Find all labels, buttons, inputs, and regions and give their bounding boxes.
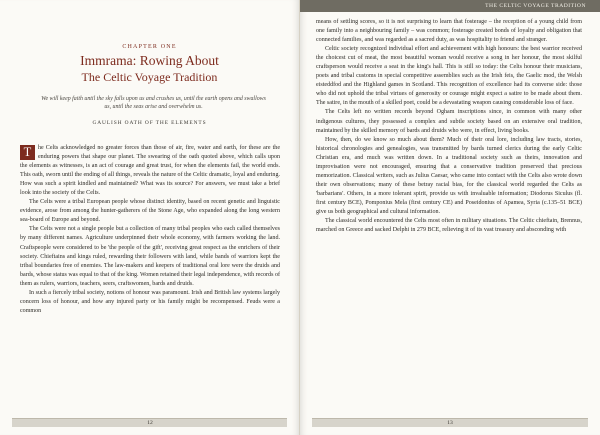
- paragraph: [20, 144, 280, 198]
- page-number: 12: [147, 420, 153, 426]
- running-head: THE CELTIC VOYAGE TRADITION: [485, 3, 586, 9]
- right-body-text: [316, 18, 582, 235]
- running-head-band: [300, 0, 600, 12]
- chapter-subtitle: The Celtic Voyage Tradition: [81, 70, 218, 84]
- paragraph: In such a fiercely tribal society, notions of honour was paramount. Irish and British law systems largely concern loss of honour, and how any injured party or his family might be recompensed. Feuds were a common: [20, 289, 280, 314]
- drop-cap: T: [20, 145, 35, 160]
- paragraph: means of settling scores, so it is not surprising to learn that fosterage – the reception of a young child from one family into a neighbouring family – was common; fosterage created bonds of loyalty and obligation that connected families, and was regarded as a sacred duty, as was hospitality to friend and stranger.: [316, 19, 582, 44]
- paragraph: The classical world encountered the Celts most often in military situations. The Celtic chieftain, Brennus, marched on Greece and sacked Delphi in 279 BCE, relieving it of its vast treasury and absconding with: [316, 218, 582, 234]
- epigraph-attribution: GAULISH OATH OF THE ELEMENTS: [92, 120, 207, 126]
- paragraph: The Celts were a tribal European people whose distinct identity, based on recent genetic and linguistic evidence, arose from among the hunter-gatherers of the Stone Age, who expanded along the long western sea-board of Europe and beyond.: [20, 199, 280, 224]
- paragraph: Celtic society recognized individual effort and achievement with high honours: the best warrior received the choicest cut of meat, the most beautiful woman would receive a song in her honour, the most skilful craftsperson would receive a seat in the king's hall. This is still so today: the Celts honour their musicians, poets and tribal customs in special competitive assemblies such as the Irish feis, the Gaelic mod, the Welsh eisteddfod and the Highland games in Scotland. This recognition of excellence had its converse side: those who did not uphold the tribal virtues of generosity or courage might expect a satire to be made about them. The satire, in the mouth of a skilled poet, could be a devastating weapon causing considerable loss of face.: [316, 46, 582, 107]
- paragraph: The Celts were not a single people but a collection of many tribal peoples who each called themselves by many different names. Agriculture underpinned their whole economy, with farmers working the land. Craftspeople were considered to be 'the people of the gift', receiving great respect as the enrichers of their society. Chieftains and kings ruled, rewarding their followers with land, while bands of warriors kept the tribal boundaries free of enemies. The law-makers and keepers of traditional oral lore were the druids and bards, whose status was equal to that of the king. Women retained their legal independence, with records of them as rulers, warriors, teachers, seers, craftswomen, bards and druids.: [20, 226, 280, 287]
- paragraph-text: he Celts acknowledged no greater forces than those of air, fire, water and earth, for these are the enduring powers that shape our planet. The swearing of the oath quoted above, which calls upon the elements as witnesses, is an act of courage and great trust, for when the elements fail, the world ends. This oath, sworn until the ending of all things, reveals the nature of the Celtic dramatic, loyal and enduring. How was such a spirit kindled and maintained? What was its source? For answers, we must take a brief look into the society of the Celts.: [20, 145, 280, 197]
- chapter-label: CHAPTER ONE: [122, 44, 177, 50]
- paragraph: The Celts left no written records beyond Ogham inscriptions since, in common with many other indigenous cultures, they possessed a complex and subtle society based on an extensive oral tradition, maintained by the skilled memory of bards and druids who were, in effect, living books.: [316, 109, 582, 134]
- epigraph: We will keep faith until the sky falls upon us and crushes us, until the earth opens and swallows us, until the seas arise and overwhelm us.: [41, 96, 266, 111]
- paragraph: How, then, do we know so much about them? Much of their oral lore, including law tracts, stories, historical chronologies and genealogies, was transmitted by bards turned clerics during the early Celtic Christian era, and much was written down. In a traditional society such as theirs, innovation and improvisation were not encouraged, ensuring that a conservative tradition preserved that precious memorization. Classical writers, such as Julius Caesar, who came into contact with the Celts also wrote down their own observations; many of these betray racial bias, for the classical world regarded the Celts as 'barbarians'. Others, in a more tolerant spirit, provide us with invaluable information; Diodorus Siculus (fl. first century BCE), Pomponius Mela (first century CE) and Poseidonius of Apamea, Syria (c.135–51 BCE) give us both geographical and cultural information.: [316, 136, 582, 215]
- page-number: 13: [447, 420, 453, 426]
- left-body-text: [20, 144, 280, 316]
- chapter-title: Immrama: Rowing About: [80, 53, 219, 68]
- right-page: [300, 0, 600, 435]
